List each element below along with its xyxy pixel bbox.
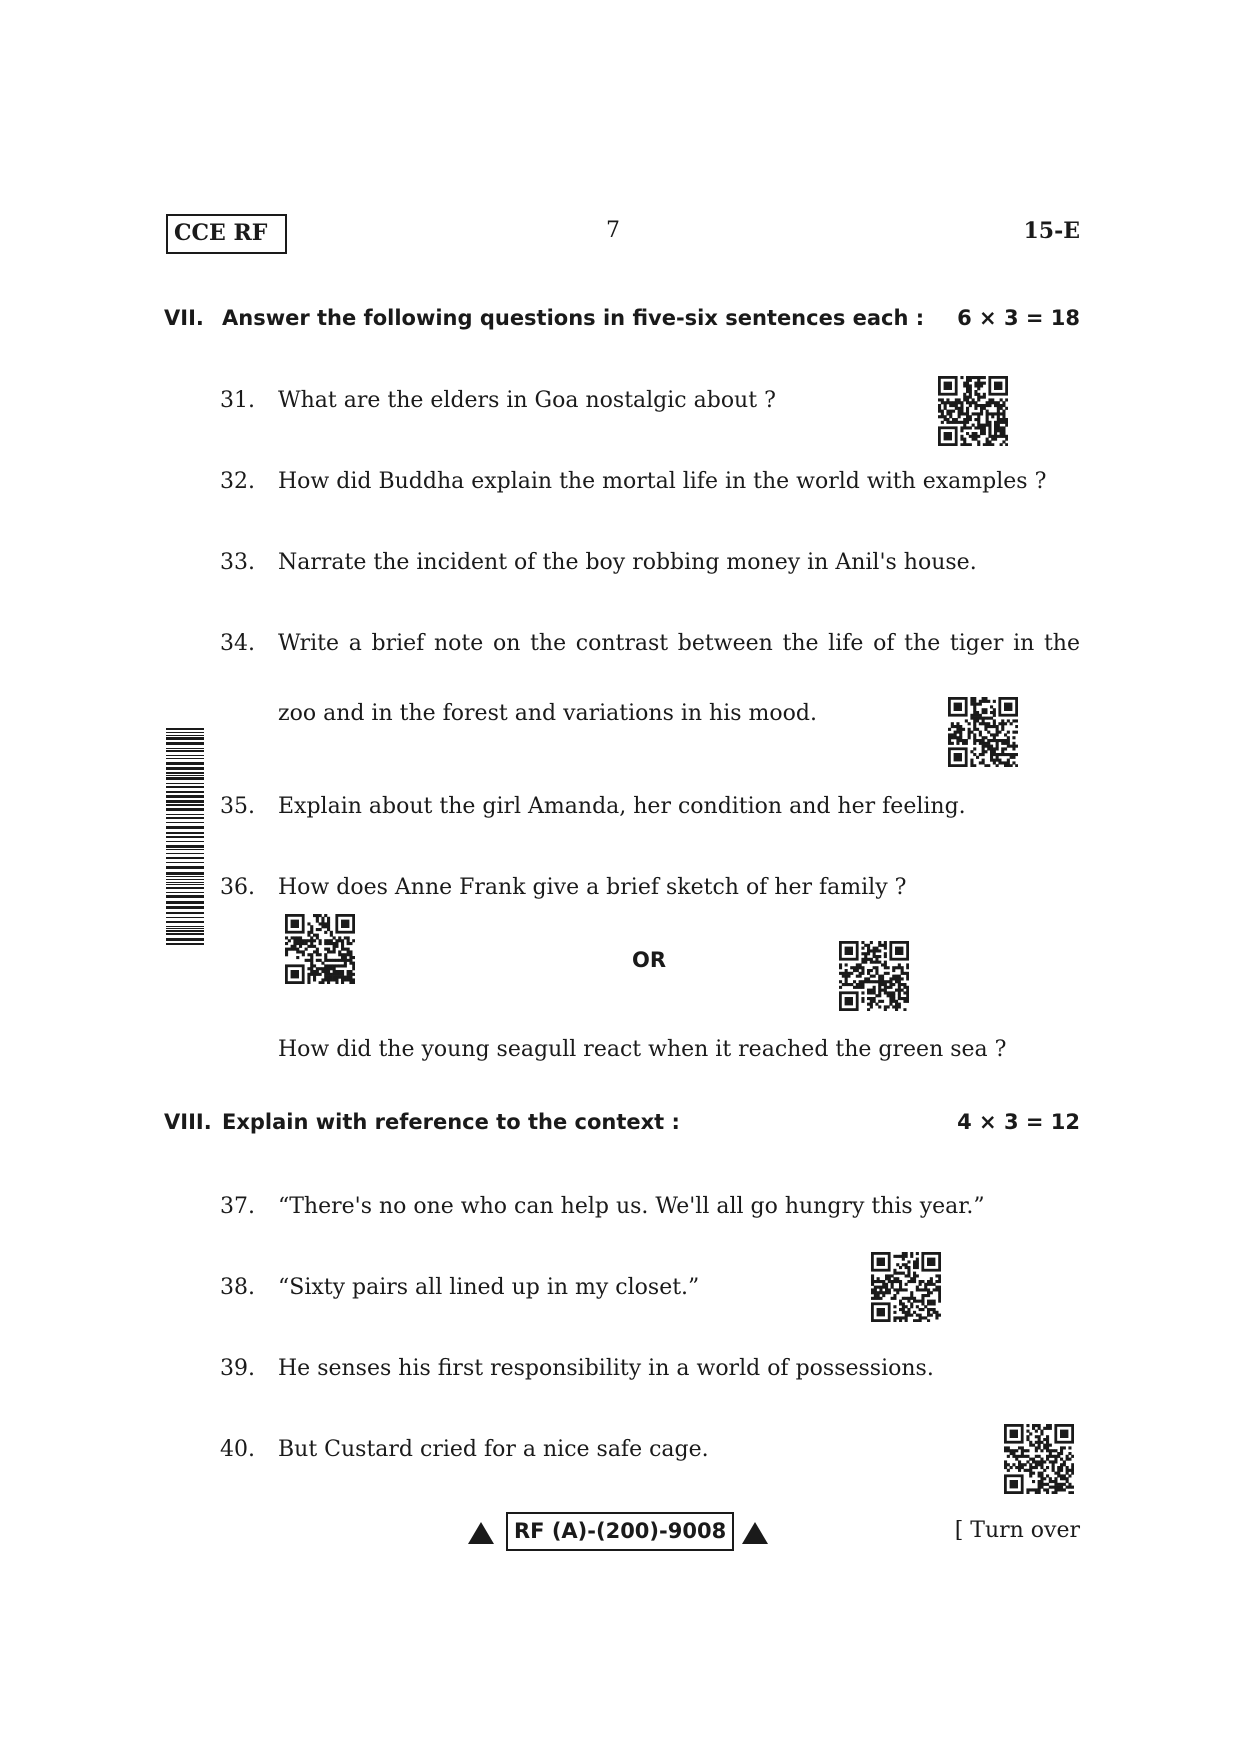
question-number: 33. xyxy=(220,550,255,575)
question-text: How did the young seagull react when it reached the green sea ? xyxy=(278,1037,1007,1062)
qr-code-icon xyxy=(839,941,909,1011)
exam-code-box: CCE RF xyxy=(166,214,287,254)
booklet-code-box: RF (A)-(200)-9008 xyxy=(506,1512,734,1551)
or-label: OR xyxy=(632,948,667,972)
question-text: Narrate the incident of the boy robbing money in Anil's house. xyxy=(278,550,977,575)
question-number: 32. xyxy=(220,469,255,494)
question-text: “There's no one who can help us. We'll all go hungry this year.” xyxy=(278,1194,985,1219)
qr-code-icon xyxy=(871,1252,941,1322)
section-roman: VIII. xyxy=(164,1110,212,1134)
section-marks: 6 × 3 = 18 xyxy=(957,306,1080,330)
question-text: Write a brief note on the contrast between the life of the tiger in the zoo and in the forest and variations in his mood. xyxy=(278,631,1080,726)
qr-code-icon xyxy=(948,697,1018,767)
question-text: But Custard cried for a nice safe cage. xyxy=(278,1437,709,1462)
section-title: Explain with reference to the context : xyxy=(222,1110,680,1134)
triangle-marker-icon xyxy=(742,1522,768,1544)
question-number: 38. xyxy=(220,1275,255,1300)
question-text: How did Buddha explain the mortal life in the world with examples ? xyxy=(278,469,1047,494)
question-text: He senses his first responsibility in a world of possessions. xyxy=(278,1356,934,1381)
page-number: 7 xyxy=(606,218,620,243)
paper-code: 15-E xyxy=(1023,218,1080,244)
question-text: “Sixty pairs all lined up in my closet.” xyxy=(278,1275,700,1300)
question-text: What are the elders in Goa nostalgic about ? xyxy=(278,388,776,413)
question-number: 36. xyxy=(220,875,255,900)
section-title: Answer the following questions in five-six sentences each : xyxy=(222,306,925,330)
question-number: 31. xyxy=(220,388,255,413)
question-text: How does Anne Frank give a brief sketch of her family ? xyxy=(278,875,907,900)
triangle-marker-icon xyxy=(468,1522,494,1544)
section-marks: 4 × 3 = 12 xyxy=(957,1110,1080,1134)
question-text: Explain about the girl Amanda, her condition and her feeling. xyxy=(278,794,966,819)
barcode-icon xyxy=(166,728,204,946)
question-number: 40. xyxy=(220,1437,255,1462)
qr-code-icon xyxy=(285,914,355,984)
turn-over-note: [ Turn over xyxy=(954,1518,1080,1543)
question-number: 39. xyxy=(220,1356,255,1381)
section-roman: VII. xyxy=(164,306,204,330)
question-number: 34. xyxy=(220,631,255,656)
question-number: 37. xyxy=(220,1194,255,1219)
qr-code-icon xyxy=(1004,1424,1074,1494)
page-footer xyxy=(166,1512,1080,1556)
page-header xyxy=(166,214,1080,254)
question-number: 35. xyxy=(220,794,255,819)
qr-code-icon xyxy=(938,376,1008,446)
